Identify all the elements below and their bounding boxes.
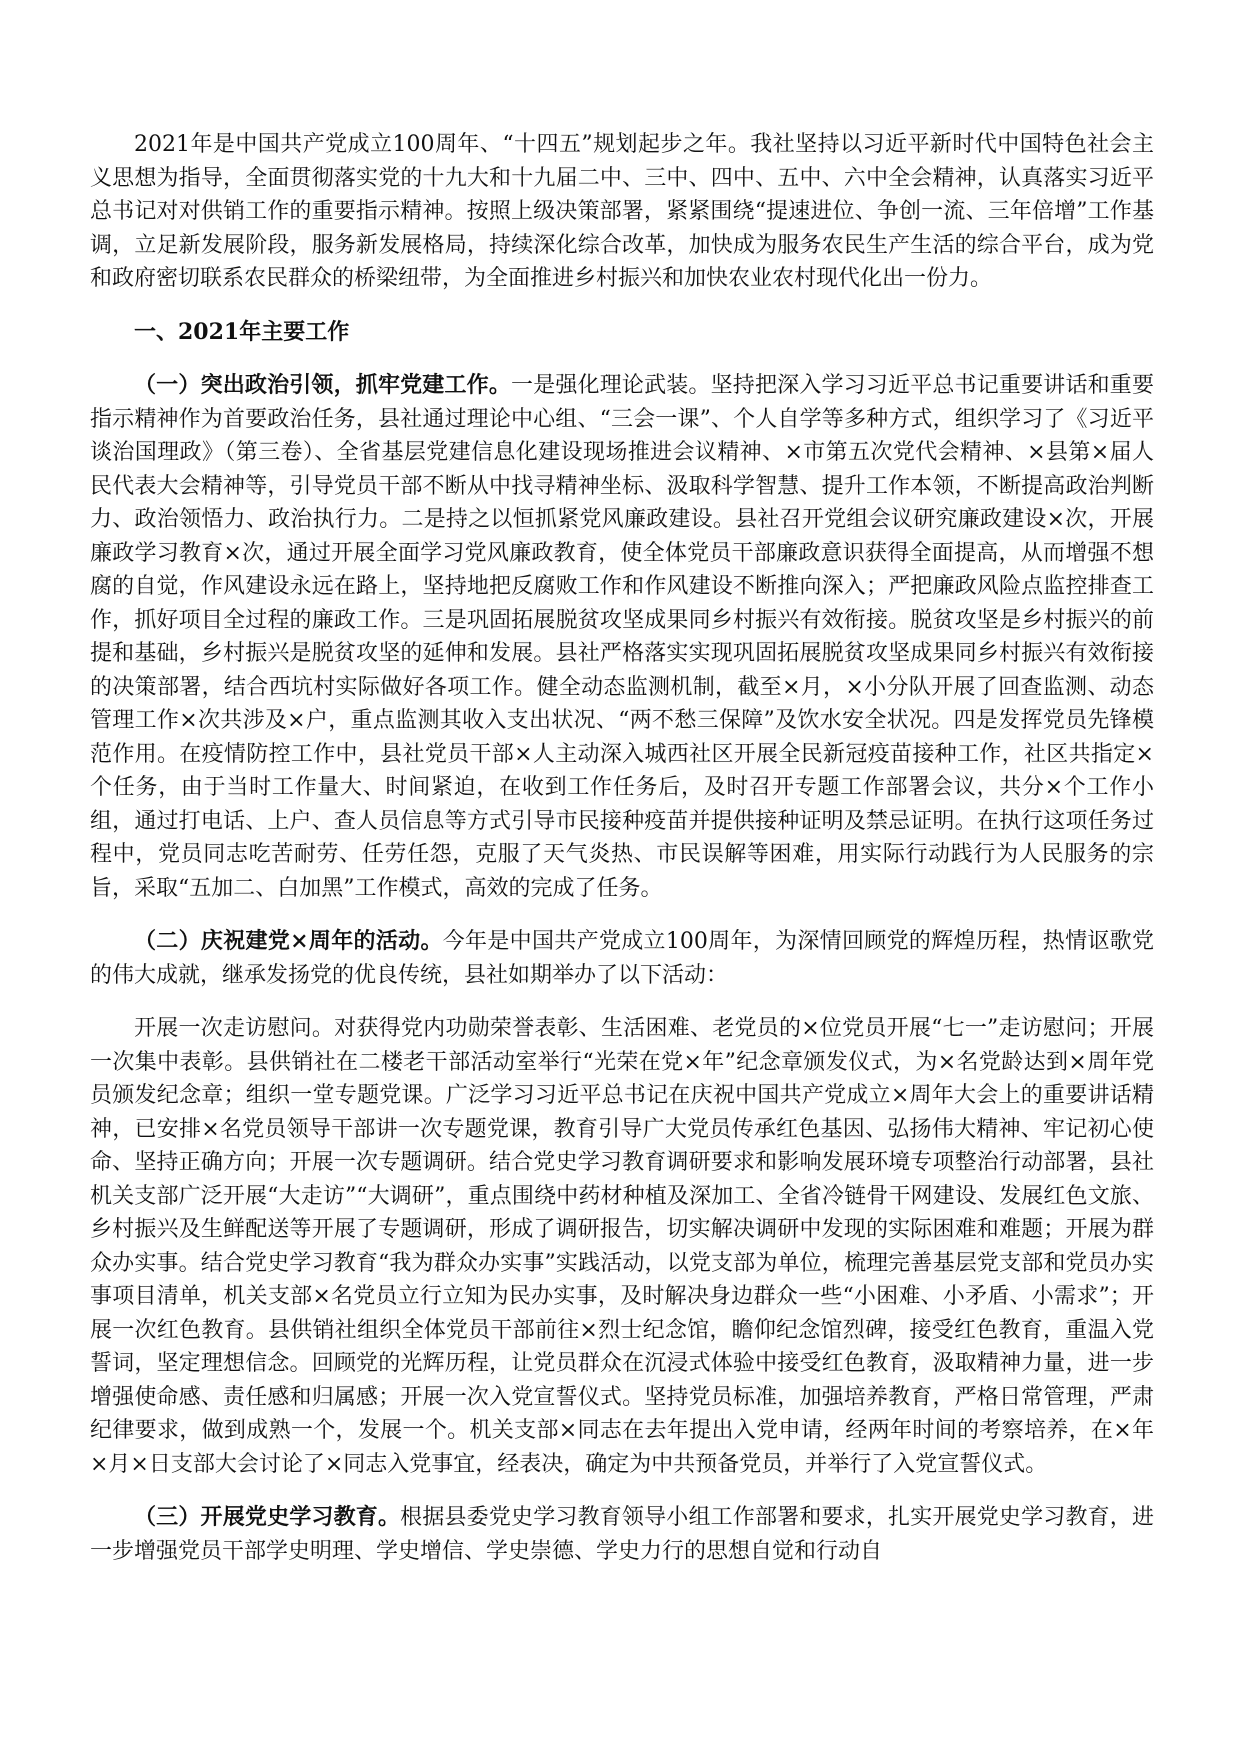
- subsection-body: 今年是中国共产党成立100周年，为深情回顾党的辉煌历程，热情讴歌党的伟大成就，继承发扬党的优良传统，县社如期举办了以下活动：: [90, 929, 1154, 988]
- subsection-lead: （二）庆祝建党×周年的活动。: [134, 928, 443, 954]
- activities-paragraph: 开展一次走访慰问。对获得党内功勋荣誉表彰、生活困难、老党员的×位党员开展“七一”走访慰问；开展一次集中表彰。县供销社在二楼老干部活动室举行“光荣在党×年”纪念章颁发仪式，为×名党龄达到×周年党员颁发纪念章；组织一堂专题党课。广泛学习习近平总书记在庆祝中国共产党成立×周年大会上的重要讲话精神，已安排×名党员领导干部讲一次专题党课，教育引导广大党员传承红色基因、弘扬伟大精神、牢记初心使命、坚持正确方向；开展一次专题调研。结合党史学习教育调研要求和影响发展环境专项整治行动部署，县社机关支部广泛开展“大走访”“大调研”，重点围绕中药材种植及深加工、全省冷链骨干网建设、发展红色文旅、乡村振兴及生鲜配送等开展了专题调研，形成了调研报告，切实解决调研中发现的实际困难和难题；开展为群众办实事。结合党史学习教育“我为群众办实事”实践活动，以党支部为单位，梳理完善基层党支部和党员办实事项目清单，机关支部×名党员立行立知为民办实事，及时解决身边群众一些“小困难、小矛盾、小需求”；开展一次红色教育。县供销社组织全体党员干部前往×烈士纪念馆，瞻仰纪念馆烈碑，接受红色教育，重温入党誓词，坚定理想信念。回顾党的光辉历程，让党员群众在沉浸式体验中接受红色教育，汲取精神力量，进一步增强使命感、责任感和归属感；开展一次入党宣誓仪式。坚持党员标准，加强培养教育，严格日常管理，严肃纪律要求，做到成熟一个，发展一个。机关支部×同志在去年提出入党申请，经两年时间的考察培养，在×年×月×日支部大会讨论了×同志入党事宜，经表决，确定为中共预备党员，并举行了入党宣誓仪式。: [90, 1016, 1154, 1477]
- subsection-anniversary: [90, 925, 1154, 992]
- subsection-body: 一是强化理论武装。坚持把深入学习习近平总书记重要讲话和重要指示精神作为首要政治任务，县社通过理论中心组、“三会一课”、个人自学等多种方式，组织学习了《习近平谈治国理政》（第三卷）、全省基层党建信息化建设现场推进会议精神、×市第五次党代会精神、×县第×届人民代表大会精神等，引导党员干部不断从中找寻精神坐标、汲取科学智慧、提升工作本领，不断提高政治判断力、政治领悟力、政治执行力。二是持之以恒抓紧党风廉政建设。县社召开党组会议研究廉政建设×次，开展廉政学习教育×次，通过开展全面学习党风廉政教育，使全体党员干部廉政意识获得全面提高，从而增强不想腐的自觉，作风建设永远在路上，坚持地把反腐败工作和作风建设不断推向深入；严把廉政风险点监控排查工作，抓好项目全过程的廉政工作。三是巩固拓展脱贫攻坚成果同乡村振兴有效衔接。脱贫攻坚是乡村振兴的前提和基础，乡村振兴是脱贫攻坚的延伸和发展。县社严格落实实现巩固拓展脱贫攻坚成果同乡村振兴有效衔接的决策部署，结合西坑村实际做好各项工作。健全动态监测机制，截至×月，×小分队开展了回查监测、动态管理工作×次共涉及×户，重点监测其收入支出状况、“两不愁三保障”及饮水安全状况。四是发挥党员先锋模范作用。在疫情防控工作中，县社党员干部×人主动深入城西社区开展全民新冠疫苗接种工作，社区共指定×个任务，由于当时工作量大、时间紧迫，在收到工作任务后，及时召开专题工作部署会议，共分×个工作小组，通过打电话、上户、查人员信息等方式引导市民接种疫苗并提供接种证明及禁忌证明。在执行这项任务过程中，党员同志吃苦耐劳、任劳任怨，克服了天气炎热、市民误解等困难，用实际行动践行为人民服务的宗旨，采取“五加二、白加黑”工作模式，高效的完成了任务。: [90, 373, 1154, 901]
- subsection-party-building: [90, 369, 1154, 905]
- subsection-party-history: [90, 1501, 1154, 1568]
- subsection-lead: （一）突出政治引领，抓牢党建工作。: [134, 372, 512, 398]
- section-heading-main-work: 一、2021年主要工作: [134, 318, 350, 345]
- intro-paragraph: 2021年是中国共产党成立100周年、“十四五”规划起步之年。我社坚持以习近平新时代中国特色社会主义思想为指导，全面贯彻落实党的十九大和十九届二中、三中、四中、五中、六中全会精神，认真落实习近平总书记对对供销工作的重要指示精神。按照上级决策部署，紧紧围绕“提速进位、争创一流、三年倍增”工作基调，立足新发展阶段，服务新发展格局，持续深化综合改革，加快成为服务农民生产生活的综合平台，成为党和政府密切联系农民群众的桥梁纽带，为全面推进乡村振兴和加快农业农村现代化出一份力。: [90, 132, 1154, 291]
- document-page: [90, 128, 1154, 1568]
- subsection-lead: （三）开展党史学习教育。: [134, 1504, 401, 1530]
- subsection-body: 根据县委党史学习教育领导小组工作部署和要求，扎实开展党史学习教育，进一步增强党员干部学史明理、学史增信、学史崇德、学史力行的思想自觉和行动自: [90, 1505, 1154, 1564]
